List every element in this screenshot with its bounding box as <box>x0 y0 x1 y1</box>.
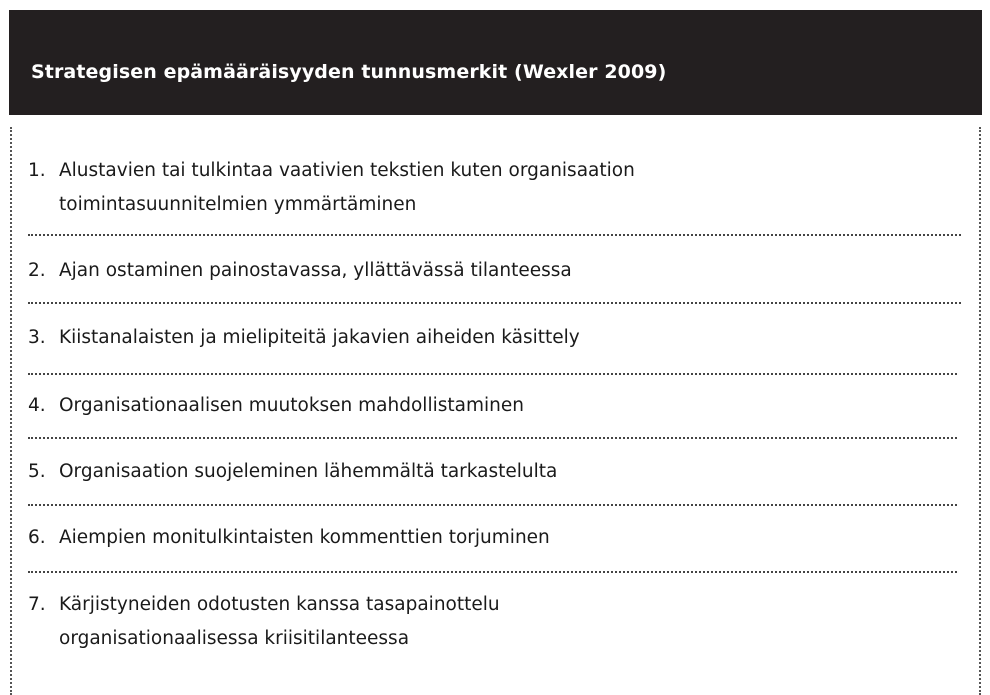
page-title: Strategisen epämääräisyyden tunnusmerkit (Wexler 2009) <box>31 61 667 83</box>
item-text: Kiistanalaisten ja mielipiteitä jakavien aiheiden käsittely <box>59 327 580 348</box>
divider <box>28 437 957 439</box>
item-number: 6. <box>28 527 46 548</box>
divider <box>28 504 957 506</box>
item-number: 2. <box>28 260 46 281</box>
item-text: Kärjistyneiden odotusten kanssa tasapainottelu <box>59 594 500 615</box>
item-number: 7. <box>28 594 46 615</box>
item-text: Organisationaalisen muutoksen mahdollistaminen <box>59 395 524 416</box>
item-number: 3. <box>28 327 46 348</box>
item-number: 5. <box>28 461 46 482</box>
item-text: organisationaalisessa kriisitilanteessa <box>59 628 410 649</box>
divider <box>28 373 957 375</box>
title-banner <box>9 10 982 115</box>
item-number: 4. <box>28 395 46 416</box>
item-text: Alustavien tai tulkintaa vaativien tekstien kuten organisaation <box>59 160 635 181</box>
item-number: 1. <box>28 160 46 181</box>
item-text: toimintasuunnitelmien ymmärtäminen <box>59 194 417 215</box>
divider <box>28 302 961 304</box>
item-text: Ajan ostaminen painostavassa, yllättävässä tilanteessa <box>59 260 572 281</box>
item-text: Aiempien monitulkintaisten kommenttien torjuminen <box>59 527 550 548</box>
divider <box>28 571 957 573</box>
item-text: Organisaation suojeleminen lähemmältä tarkastelulta <box>59 461 558 482</box>
divider <box>28 234 961 236</box>
